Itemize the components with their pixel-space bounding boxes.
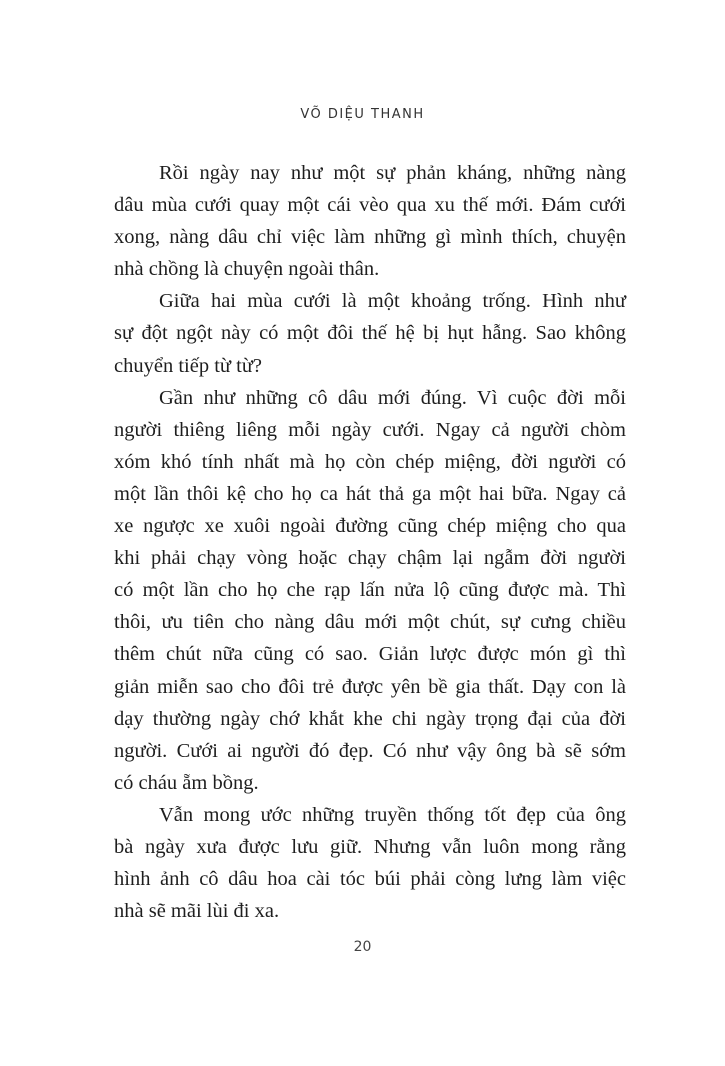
paragraph bbox=[114, 285, 626, 381]
text-line: giản miễn sao cho đôi trẻ được yên bề gia thất. Dạy con là bbox=[114, 675, 626, 698]
body-text bbox=[114, 157, 626, 927]
paragraph bbox=[114, 799, 626, 927]
text-line: Gần như những cô dâu mới đúng. Vì cuộc đời mỗi bbox=[159, 386, 626, 409]
text-line: xong, nàng dâu chỉ việc làm những gì mình thích, chuyện bbox=[114, 226, 626, 249]
text-line: nhà sẽ mãi lùi đi xa. bbox=[114, 900, 280, 923]
text-line: Vẫn mong ước những truyền thống tốt đẹp của ông bbox=[159, 803, 626, 826]
text-line: xóm khó tính nhất mà họ còn chép miệng, đời người có bbox=[114, 450, 626, 473]
text-line: người thiêng liêng mỗi ngày cưới. Ngay cả người chòm bbox=[114, 418, 626, 441]
text-line: Giữa hai mùa cưới là một khoảng trống. Hình như bbox=[159, 290, 626, 313]
text-line: có một lần cho họ che rạp lấn nửa lộ cũng được mà. Thì bbox=[114, 579, 626, 602]
text-line: khi phải chạy vòng hoặc chạy chậm lại ngẫm đời người bbox=[114, 547, 626, 570]
text-line: Rồi ngày nay như một sự phản kháng, những nàng bbox=[159, 162, 626, 184]
text-line: bà ngày xưa được lưu giữ. Nhưng vẫn luôn mong rằng bbox=[114, 835, 626, 858]
text-line: nhà chồng là chuyện ngoài thân. bbox=[114, 258, 380, 281]
text-line: dạy thường ngày chớ khắt khe chi ngày trọng đại của đời bbox=[114, 707, 626, 730]
text-line: thêm chút nữa cũng có sao. Giản lược được món gì thì bbox=[114, 643, 626, 666]
paragraph bbox=[114, 382, 626, 799]
text-line: một lần thôi kệ cho họ ca hát thả ga một hai bữa. Ngay cả bbox=[114, 482, 626, 505]
text-line: thôi, ưu tiên cho nàng dâu mới một chút, sự cưng chiều bbox=[114, 611, 626, 634]
text-line: sự đột ngột này có một đôi thế hệ bị hụt hẫng. Sao không bbox=[114, 322, 626, 345]
page-number: 20 bbox=[353, 939, 372, 955]
text-line: xe ngược xe xuôi ngoài đường cũng chép miệng cho qua bbox=[114, 515, 626, 538]
paragraph bbox=[114, 157, 626, 285]
text-line: chuyển tiếp từ từ? bbox=[114, 354, 263, 377]
text-line: người. Cưới ai người đó đẹp. Có như vậy ông bà sẽ sớm bbox=[114, 739, 626, 762]
running-header: VÕ DIỆU THANH bbox=[300, 107, 425, 122]
text-line: hình ảnh cô dâu hoa cài tóc búi phải còng lưng làm việc bbox=[114, 868, 626, 891]
text-line: dâu mùa cưới quay một cái vèo qua xu thế mới. Đám cưới bbox=[114, 194, 626, 217]
text-line: có cháu ẵm bồng. bbox=[114, 771, 259, 794]
